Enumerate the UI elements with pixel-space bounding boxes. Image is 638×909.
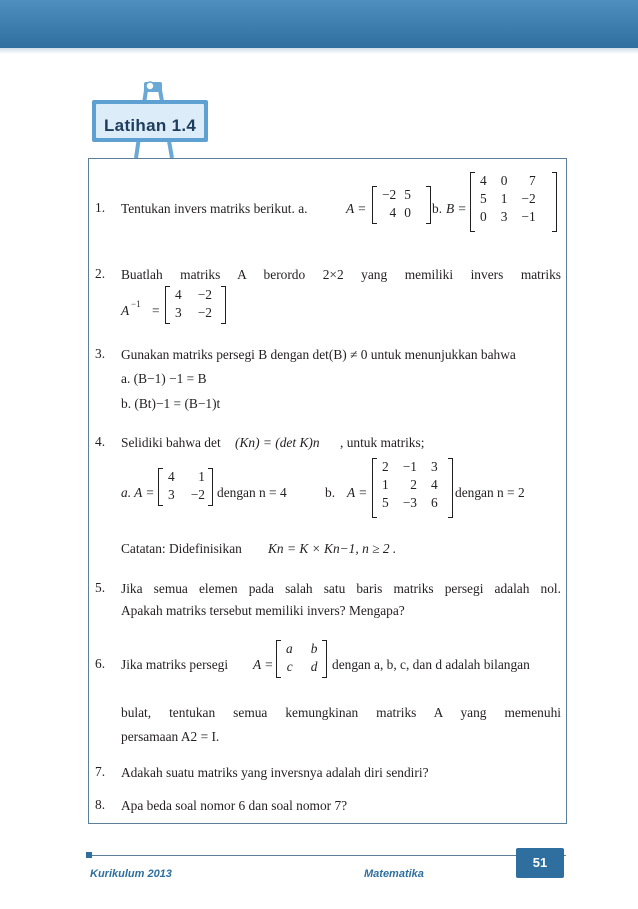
q2-sup: −1 [131, 299, 141, 309]
q4-a-label: a. A = [121, 485, 155, 500]
q1-number: 1. [95, 200, 106, 215]
badge-title: Latihan 1.4 [104, 116, 197, 135]
q3-text: Gunakan matriks persegi B dengan det(B) ≠ 0 untuk menunjukkan bahwa [121, 347, 516, 362]
footer-bullet-icon [86, 852, 92, 858]
q6-matrix: a b c d [276, 640, 321, 676]
q4-b-var: A = [347, 485, 368, 500]
q2-number: 2. [95, 266, 106, 281]
q6-line3: persamaan A2 = I. [121, 729, 220, 744]
q4-b-cond: dengan n = 2 [455, 485, 525, 500]
q4-text-post: , untuk matriks; [340, 435, 425, 450]
footer-rule [88, 855, 566, 856]
q2-text: Buatlah matriks A berordo 2×2 yang memiliki invers matriks [121, 267, 561, 282]
q5-number: 5. [95, 580, 106, 595]
q2-lhs: A [121, 303, 130, 318]
q4-b-label: b. [325, 485, 336, 500]
q4-a-cond: dengan n = 4 [217, 485, 287, 500]
q2-matrix: 4 −2 3 −2 [165, 286, 216, 322]
q1-b-label: b. [432, 201, 443, 216]
q4-note-formula: Kn = K × Kn−1, n ≥ 2 . [268, 541, 397, 556]
q1-text: Tentukan invers matriks berikut. a. [121, 201, 308, 216]
cell: 0 [404, 205, 411, 220]
q6-text-post: dengan a, b, c, dan d adalah bilangan [332, 657, 530, 672]
q5-line2: Apakah matriks tersebut memiliki invers? Mengapa? [121, 603, 405, 618]
q4-text-pre: Selidiki bahwa det [121, 435, 221, 450]
q1-matrix-b: 4 0 7 5 1 −2 0 3 −1 [470, 172, 540, 226]
q3-number: 3. [95, 346, 106, 361]
q4-formula: (Kn) = (det K)n [235, 435, 320, 450]
cell: 5 [404, 187, 411, 202]
q1-matrix-a [372, 186, 415, 222]
q2-eq: = [152, 303, 160, 318]
header-bar [0, 0, 638, 48]
q8-text: Apa beda soal nomor 6 dan soal nomor 7? [121, 798, 348, 813]
header-shadow [0, 48, 638, 54]
cell: 4 [389, 205, 397, 220]
q5-line1: Jika semua elemen pada salah satu baris matriks persegi adalah nol. [121, 581, 561, 596]
footer-subject: Matematika [364, 868, 424, 880]
page-number: 51 [532, 855, 548, 870]
q7-number: 7. [95, 764, 106, 779]
q4-matrix-a: 4 1 3 −2 [158, 468, 209, 504]
q6-number: 6. [95, 656, 106, 671]
q3-b: b. (Bt)−1 = (B−1)t [121, 396, 221, 411]
q6-line2: bulat, tentukan semua kemungkinan matriks A yang memenuhi [121, 705, 561, 720]
q3-a: a. (B−1) −1 = B [121, 371, 207, 386]
q6-text-pre: Jika matriks persegi [121, 657, 229, 672]
q1-a-label: A = [346, 201, 367, 216]
cell: −2 [382, 187, 397, 202]
footer-curriculum: Kurikulum 2013 [90, 868, 172, 880]
q7-text: Adakah suatu matriks yang inversnya adalah diri sendiri? [121, 765, 429, 780]
q1-b-var-text: B = [446, 201, 467, 216]
q4-note: Catatan: Didefinisikan [121, 541, 242, 556]
q8-number: 8. [95, 797, 106, 812]
q4-matrix-b: 2 −1 3 1 2 4 5 −3 6 [372, 458, 442, 512]
q6-var: A = [253, 657, 274, 672]
q4-number: 4. [95, 434, 106, 449]
